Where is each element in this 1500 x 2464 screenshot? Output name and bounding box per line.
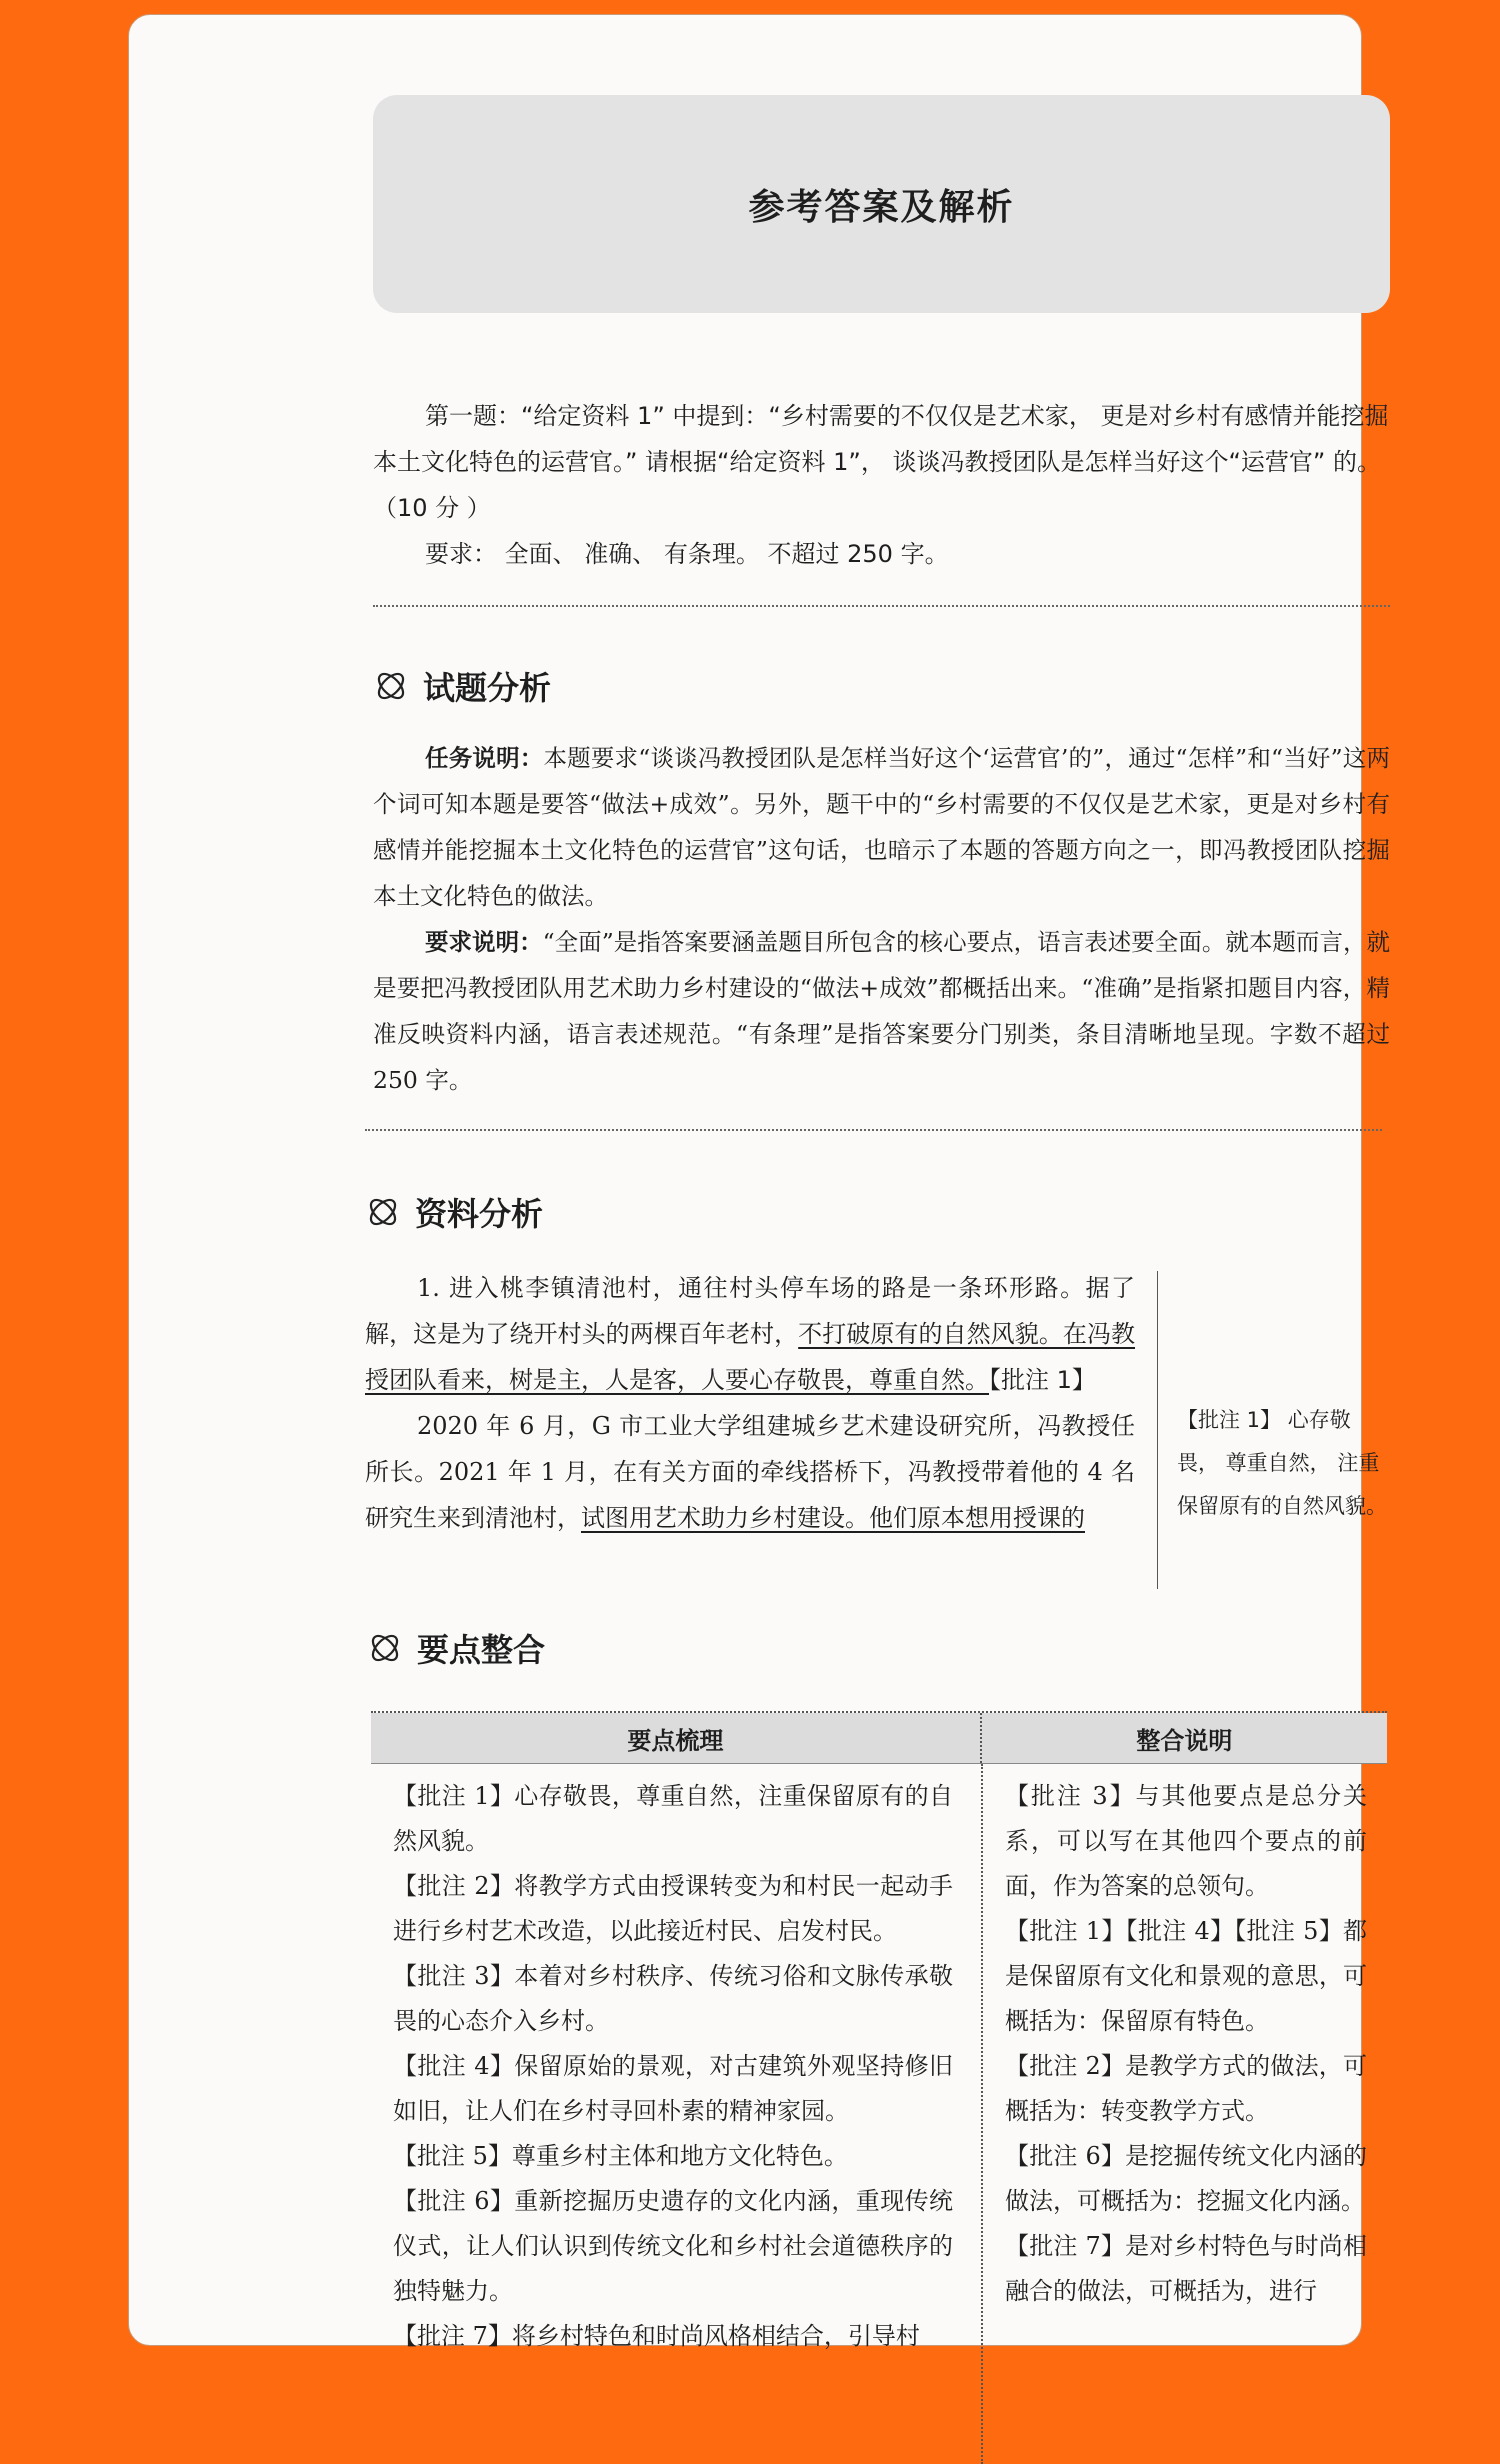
table-header <box>371 1713 1387 1764</box>
task-label: 任务说明： <box>425 744 544 772</box>
material-paragraph: 2020 年 6 月，G 市工业大学组建城乡艺术建设研究所，冯教授任所长。2021 年 1 月，在有关方面的牵线搭桥下，冯教授带着他的 4 名研究生来到清池村， <box>365 1412 1135 1532</box>
table-cell: 【批注 7】是对乡村特色与时尚相融合的做法，可概括为，进行 <box>1005 2232 1367 2305</box>
analysis-text <box>373 735 1390 1103</box>
integration-column <box>981 1764 1387 2464</box>
table-cell: 【批注 4】保留原始的景观，对古建筑外观坚持修旧如旧，让人们在乡村寻回朴素的精神家园。 <box>393 2052 953 2125</box>
requirement-text: “全面”是指答案要涵盖题目所包含的核心要点，语言表述要全面。就本题而言，就是要把冯教授团队用艺术助力乡村建设的“做法+成效”都概括出来。“准确”是指紧扣题目内容，精准反映资料内涵，语言表述规范。“有条理”是指答案要分门别类，条目清晰地呈现。字数不超过 250 字。 <box>373 928 1391 1094</box>
table-cell: 【批注 5】尊重乡村主体和地方文化特色。 <box>393 2142 848 2170</box>
divider <box>373 605 1390 607</box>
section-title: 试题分析 <box>423 669 552 707</box>
question-text: 第一题：“给定资料 1” 中提到：“乡村需要的不仅仅是艺术家， 更是对乡村有感情并能挖掘本土文化特色的运营官。” 请根据“给定资料 1”， 谈谈冯教授团队是怎样当好这个“运营官” 的。（10 分 ） <box>373 402 1389 522</box>
orbit-icon <box>367 1630 403 1666</box>
summary-table <box>371 1711 1387 2464</box>
orbit-icon <box>365 1194 401 1230</box>
table-cell: 【批注 2】是教学方式的做法，可概括为：转变教学方式。 <box>1005 2052 1367 2125</box>
column-header: 要点梳理 <box>627 1726 724 1755</box>
column-header: 整合说明 <box>980 1713 1387 1763</box>
table-cell: 【批注 7】将乡村特色和时尚风格相结合，引导村 <box>393 2322 920 2350</box>
section-heading-material <box>365 1189 543 1235</box>
answer-sheet <box>128 14 1391 2350</box>
page-title: 参考答案及解析 <box>748 186 1015 228</box>
key-points-column <box>371 1764 981 2464</box>
task-text: 本题要求“谈谈冯教授团队是怎样当好这个‘运营官’的”，通过“怎样”和“当好”这两个词可知本题是要答“做法+成效”。另外，题干中的“乡村需要的不仅仅是艺术家，更是对乡村有感情并能挖掘本土文化特色的运营官”这句话，也暗示了本题的答题方向之一，即冯教授团队挖掘本土文化特色的做法。 <box>373 744 1390 910</box>
section-heading-summary <box>367 1625 545 1671</box>
orbit-icon <box>373 668 409 704</box>
requirement-label: 要求说明： <box>425 928 543 956</box>
underlined-passage: 试图用艺术助力乡村建设。他们原本想用授课的 <box>581 1504 1085 1532</box>
table-cell: 【批注 3】与其他要点是总分关系，可以写在其他四个要点的前面，作为答案的总领句。 <box>1005 1782 1367 1900</box>
table-cell: 【批注 3】本着对乡村秩序、传统习俗和文脉传承敬畏的心态介入乡村。 <box>393 1962 953 2035</box>
annotation-tag: 【批注 1】 <box>989 1366 1096 1394</box>
underlined-passage: 不打破原有的自然风貌。在冯教授团队看来，树是主，人是客，人要心存敬畏，尊重自然。 <box>365 1320 1136 1394</box>
title-banner <box>373 95 1390 313</box>
divider <box>365 1129 1382 1131</box>
section-title: 要点整合 <box>417 1631 546 1669</box>
note-separator <box>1157 1271 1158 1589</box>
material-text <box>365 1265 1135 1541</box>
side-annotation: 【批注 1】 心存敬畏， 尊重自然， 注重保留原有的自然风貌。 <box>1177 1408 1387 1518</box>
table-cell: 【批注 6】重新挖掘历史遗存的文化内涵，重现传统仪式，让人们认识到传统文化和乡村社会道德秩序的独特魅力。 <box>393 2187 953 2305</box>
section-title: 资料分析 <box>415 1195 544 1233</box>
table-cell: 【批注 6】是挖掘传统文化内涵的做法，可概括为：挖掘文化内涵。 <box>1005 2142 1367 2215</box>
question-block <box>373 393 1390 577</box>
table-body <box>371 1764 1387 2464</box>
table-cell: 【批注 1】【批注 4】【批注 5】都是保留原有文化和景观的意思，可概括为：保留原有特色。 <box>1005 1917 1367 2035</box>
question-requirement: 要求： 全面、 准确、 有条理。 不超过 250 字。 <box>425 540 949 568</box>
section-heading-analysis <box>373 663 551 709</box>
table-cell: 【批注 2】将教学方式由授课转变为和村民一起动手进行乡村艺术改造，以此接近村民、启发村民。 <box>393 1872 953 1945</box>
table-cell: 【批注 1】心存敬畏，尊重自然，注重保留原有的自然风貌。 <box>393 1782 953 1855</box>
material-paragraph: 1. 进入桃李镇清池村，通往村头停车场的路是一条环形路。据了解，这是为了绕开村头的两棵百年老村， <box>365 1274 1135 1348</box>
